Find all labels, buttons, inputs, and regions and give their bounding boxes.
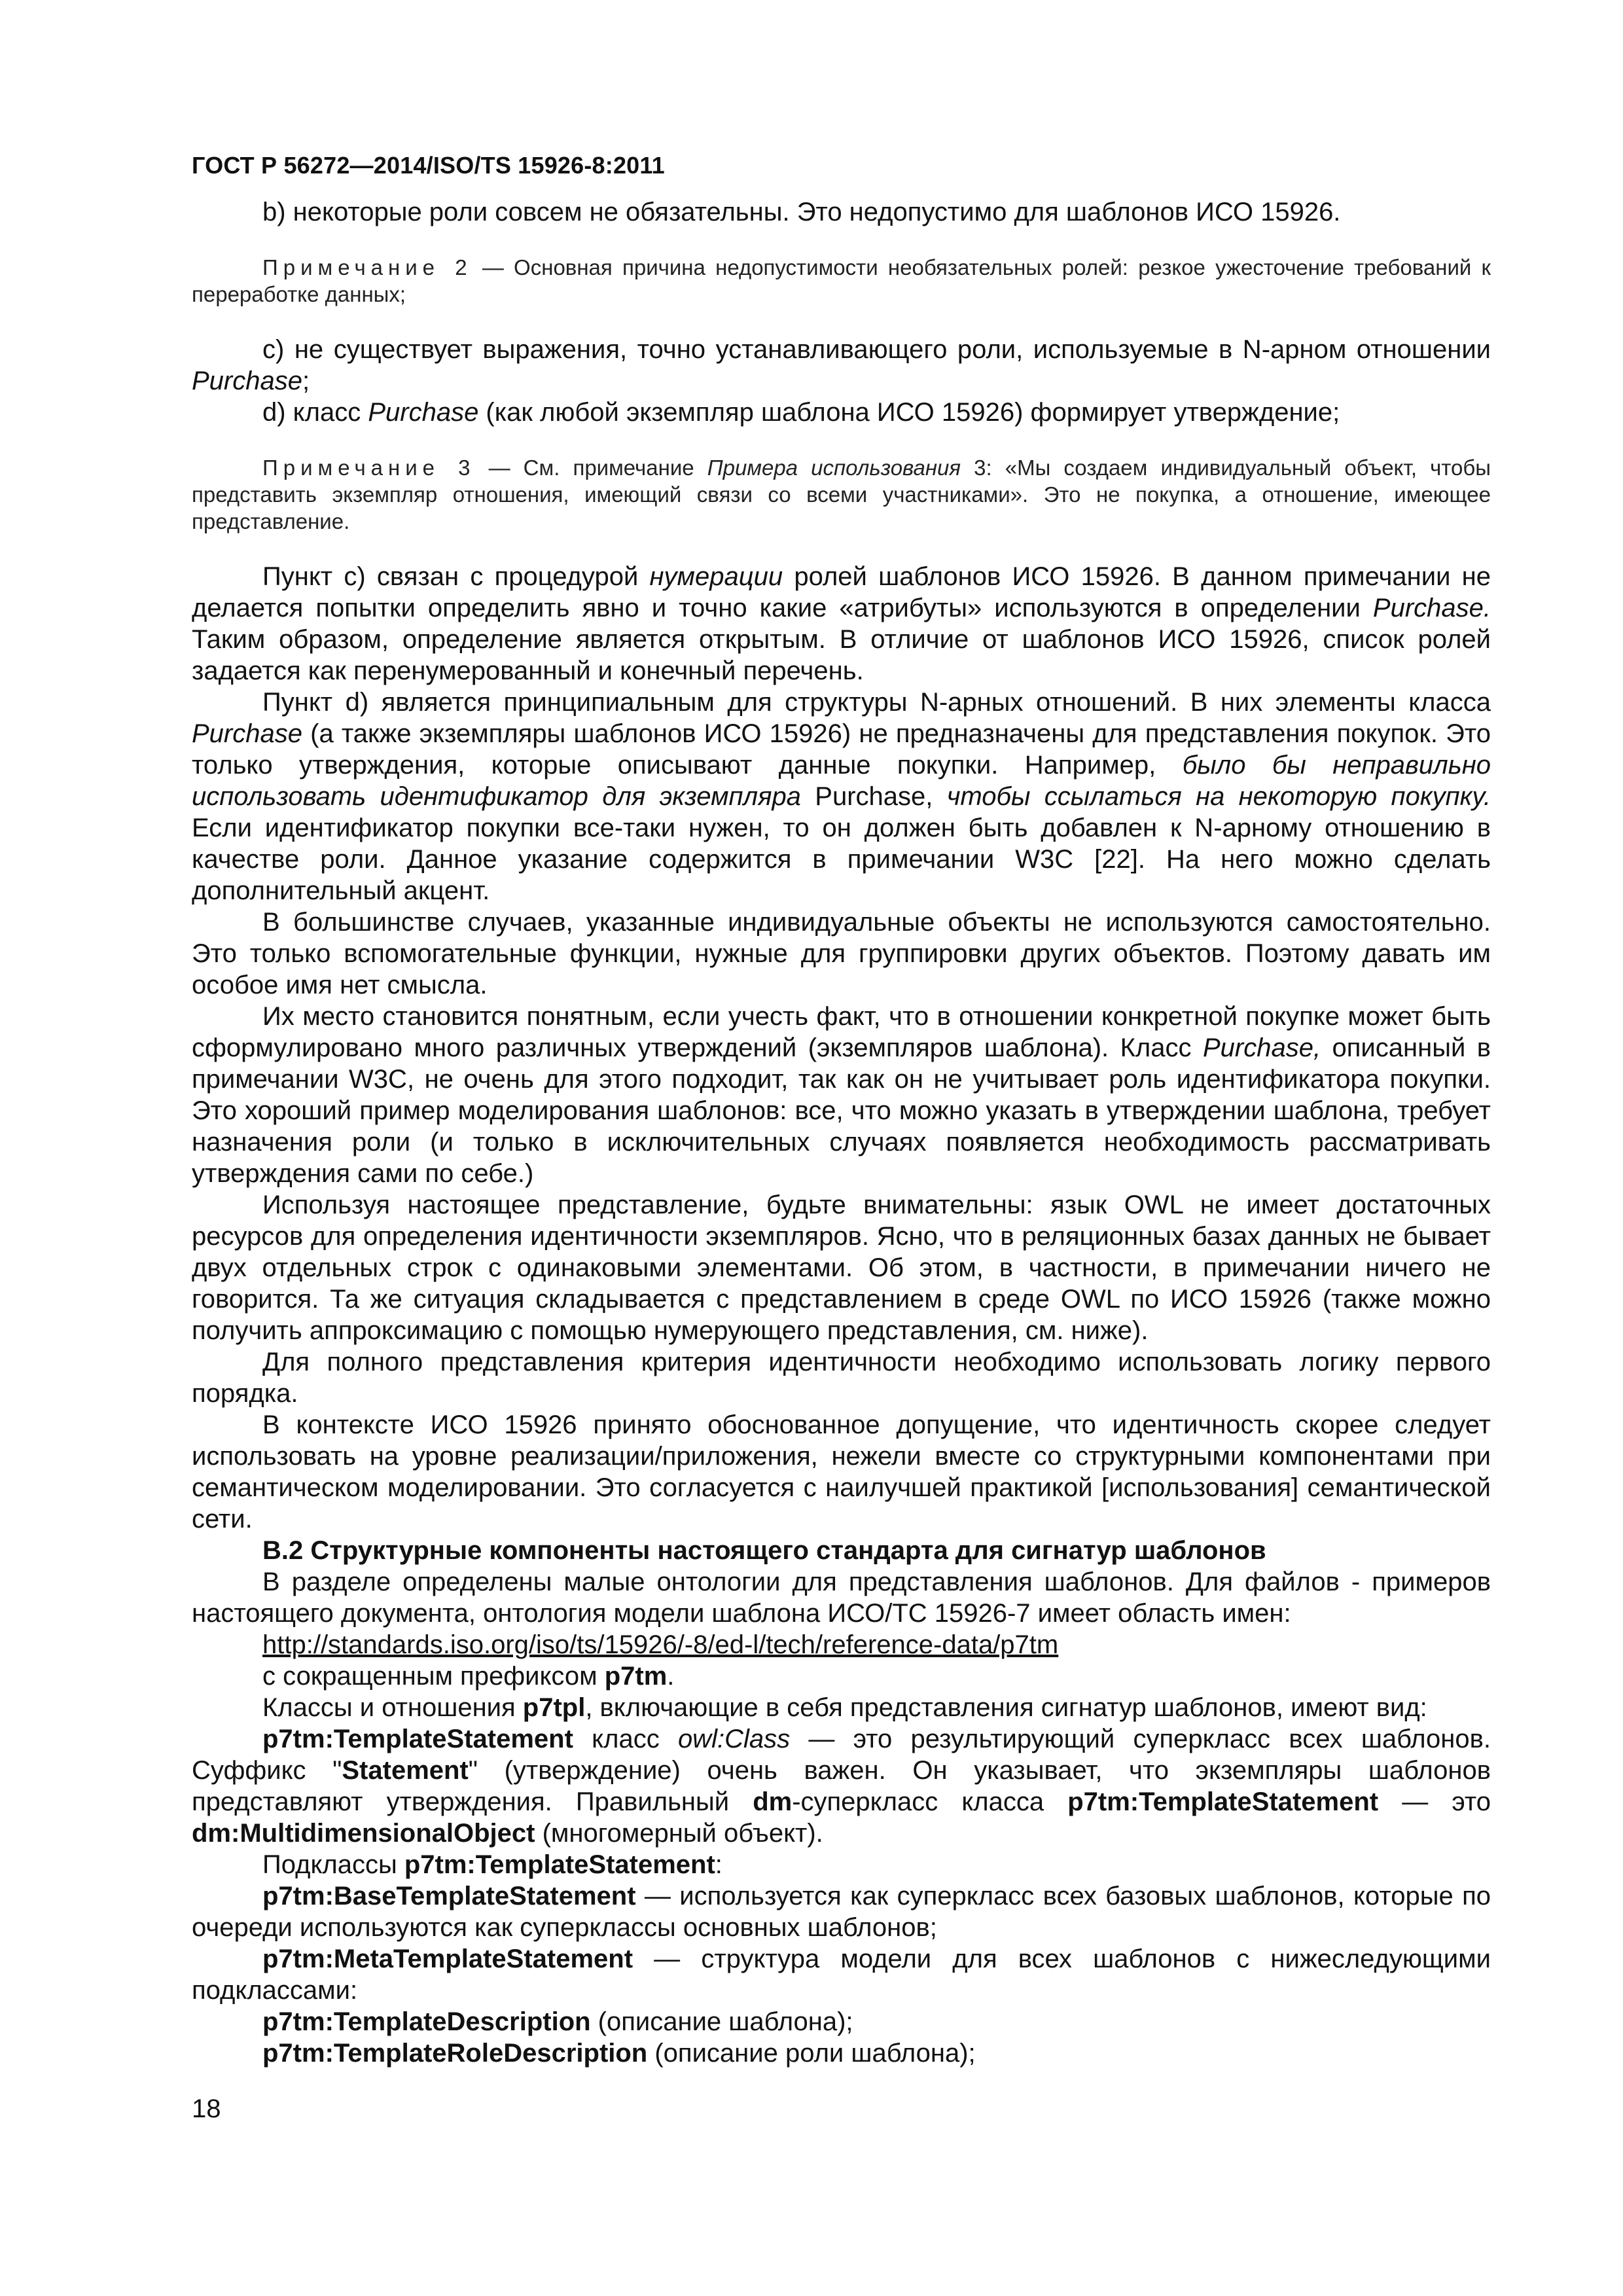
text-run: p7tm:TemplateStatement: [262, 1725, 573, 1753]
page-number: 18: [192, 2094, 221, 2123]
text-run: Пункт c) связан с процедурой: [262, 562, 650, 591]
text-run: — это: [1378, 1787, 1491, 1816]
paragraph: [192, 1409, 1491, 1535]
text-run: ролей шаблонов ИСО 15926. В данном примечании не делается попытки определить явно и точно какие «атрибуты» используются в определении: [192, 562, 1491, 622]
text-run: Подклассы: [262, 1850, 404, 1879]
text-run: нумерации: [649, 562, 783, 591]
text-run: p7tm:TemplateRoleDescription: [262, 2039, 648, 2068]
paragraph: [192, 397, 1491, 428]
document-body: [192, 196, 1491, 2069]
text-run: , включающие в себя представления сигнатур шаблонов, имеют вид:: [585, 1693, 1427, 1722]
text-run: d) класс: [262, 398, 368, 427]
text-run: В контексте ИСО 15926 принято обоснованное допущение, что идентичность скорее следует использовать на уровне реализации/приложения, нежели вместе со структурными компонентами при семантическом моделировании. Это согласуется с наилучшей практикой [использования] семантической сети.: [192, 1410, 1491, 1534]
paragraph: [192, 1566, 1491, 1629]
text-run: чтобы ссылаться на некоторую покупку.: [946, 782, 1491, 811]
paragraph: [192, 334, 1491, 397]
paragraph: [192, 196, 1491, 228]
spacer: [192, 228, 1491, 254]
paragraph: [192, 2037, 1491, 2069]
text-run: Таким образом, определение является открытым. В отличие от шаблонов ИСО 15926, список ролей задается как перенумерованный и конечный перечень.: [192, 625, 1491, 685]
text-run: p7tm: [604, 1662, 668, 1691]
text-run: p7tm:MetaTemplateStatement: [262, 1945, 633, 1973]
text-run: -суперкласс класса: [792, 1787, 1068, 1816]
text-run: p7tm:TemplateDescription: [262, 2007, 591, 2036]
spacer: [192, 308, 1491, 334]
paragraph: [192, 1535, 1491, 1566]
text-run: B.2 Структурные компоненты настоящего стандарта для сигнатур шаблонов: [262, 1536, 1266, 1565]
text-run: p7tm:TemplateStatement: [1067, 1787, 1379, 1816]
text-run: Purchase: [368, 398, 479, 427]
text-run: (многомерный объект).: [535, 1819, 823, 1848]
text-run: (описание шаблона);: [590, 2007, 853, 2036]
paragraph: [192, 1943, 1491, 2006]
text-run: c) не существует выражения, точно устанавливающего роли, используемые в N-арном отношении: [262, 335, 1491, 364]
paragraph: [192, 1629, 1491, 1660]
text-run: (как любой экземпляр шаблона ИСО 15926) формирует утверждение;: [478, 398, 1340, 427]
text-run: dm: [753, 1787, 793, 1816]
text-run: b) некоторые роли совсем не обязательны. Это недопустимо для шаблонов ИСО 15926.: [262, 198, 1341, 226]
text-run: 3: «Мы создаем индивидуальный объект, чтобы представить экземпляр отношения, имеющий связи со всеми участниками». Это не покупка, а отношение, имеющее представление.: [192, 456, 1491, 533]
text-run: Для полного представления критерия идентичности необходимо использовать логику первого порядка.: [192, 1348, 1491, 1408]
spacer: [192, 428, 1491, 454]
note-paragraph: [192, 454, 1491, 535]
text-run: — См. примечание: [475, 456, 707, 480]
paragraph: [192, 1346, 1491, 1409]
text-run: Примера использования: [707, 456, 961, 480]
paragraph: [192, 1189, 1491, 1346]
text-run: Пункт d) является принципиальным для структуры N-арных отношений. В них элементы класса: [262, 688, 1491, 717]
text-run: Purchase.: [1372, 594, 1491, 622]
text-run: p7tpl: [522, 1693, 586, 1722]
note-paragraph: [192, 254, 1491, 308]
text-run: " (утверждение) очень важен. Он указывает, что экземпляры шаблонов представляют утверждения. Правильный: [192, 1756, 1491, 1816]
text-run: В разделе определены малые онтологии для представления шаблонов. Для файлов - примеров настоящего документа, онтология модели шаблона ИСО/ТС 15926-7 имеет область имен:: [192, 1568, 1491, 1628]
text-run: Statement: [342, 1756, 469, 1785]
text-run: Их место становится понятным, если учесть факт, что в отношении конкретной покупке может быть сформулировано много различных утверждений (экземпляров шаблона). Класс: [192, 1002, 1491, 1062]
namespace-url[interactable]: http://standards.iso.org/iso/ts/15926/-8/ed-l/tech/reference-data/p7tm: [262, 1630, 1059, 1659]
text-run: p7tm:TemplateStatement: [404, 1850, 715, 1879]
text-run: Если идентификатор покупки все-таки нужен, то он должен быть добавлен к N-арному отношению в качестве роли. Данное указание содержится в примечании W3C [22]. На него можно сделать дополнительный акцент.: [192, 814, 1491, 905]
text-run: В большинстве случаев, указанные индивидуальные объекты не используются самостоятельно. Это только вспомогательные функции, нужные для группировки других объектов. Поэтому давать им особое имя нет смысла.: [192, 908, 1491, 999]
text-run: .: [667, 1662, 675, 1691]
text-run: — это результирующий суперкласс всех шаблонов. Суффикс ": [192, 1725, 1491, 1785]
text-run: Purchase: [192, 719, 302, 748]
text-run: — Основная причина недопустимости необязательных ролей: резкое ужесточение требований к переработке данных;: [192, 255, 1491, 306]
text-run: описанный в примечании W3C, не очень для этого подходит, так как он не учитывает роль идентификатора покупки. Это хороший пример моделирования шаблонов: все, что можно указать в утверждении шаблона, требует назначения роли (и только в исключительных случаях появляется необходимость рассматривать утверждения сами по себе.): [192, 1033, 1491, 1188]
text-run: dm:MultidimensionalObject: [192, 1819, 535, 1848]
text-run: p7tm:BaseTemplateStatement: [262, 1882, 636, 1910]
paragraph: [192, 561, 1491, 687]
paragraph: [192, 1880, 1491, 1943]
paragraph: [192, 2006, 1491, 2037]
paragraph: [192, 1692, 1491, 1723]
text-run: Purchase: [192, 367, 302, 395]
text-run: :: [715, 1850, 722, 1879]
paragraph: [192, 1001, 1491, 1189]
paragraph: [192, 906, 1491, 1001]
paragraph: [192, 1723, 1491, 1849]
text-run: класс: [573, 1725, 678, 1753]
text-run: Примечание 3: [262, 456, 476, 480]
text-run: Классы и отношения: [262, 1693, 523, 1722]
text-run: — используется как суперкласс всех базовых шаблонов, которые по очереди используются как суперклассы основных шаблонов;: [192, 1882, 1491, 1942]
text-run: было бы неправильно использовать идентификатор для экземпляра: [192, 751, 1491, 811]
text-run: (а также экземпляры шаблонов ИСО 15926) не предназначены для представления покупок. Это только утверждения, которые описывают данные покупки. Например,: [192, 719, 1491, 780]
text-run: ;: [302, 367, 310, 395]
text-run: Purchase,: [1202, 1033, 1321, 1062]
paragraph: [192, 1660, 1491, 1692]
document-header: ГОСТ Р 56272—2014/ISO/TS 15926-8:2011: [192, 152, 665, 179]
text-run: с сокращенным префиксом: [262, 1662, 605, 1691]
text-run: Purchase,: [800, 782, 947, 811]
text-run: (описание роли шаблона);: [647, 2039, 976, 2068]
spacer: [192, 535, 1491, 561]
paragraph: [192, 1849, 1491, 1880]
paragraph: [192, 687, 1491, 906]
text-run: — структура модели для всех шаблонов с нижеследующими подклассами:: [192, 1945, 1491, 2005]
text-run: owl:Class: [677, 1725, 791, 1753]
text-run: Используя настоящее представление, будьте внимательны: язык OWL не имеет достаточных ресурсов для определения идентичности экземпляров. Ясно, что в реляционных базах данных не бывает двух отдельных строк с одинаковыми элементами. Об этом, в частности, в примечании ничего не говорится. Та же ситуация складывается с представлением в среде OWL по ИСО 15926 (также можно получить аппроксимацию с помощью нумерующего представления, см. ниже).: [192, 1191, 1491, 1345]
text-run: Примечание 2: [262, 255, 473, 279]
